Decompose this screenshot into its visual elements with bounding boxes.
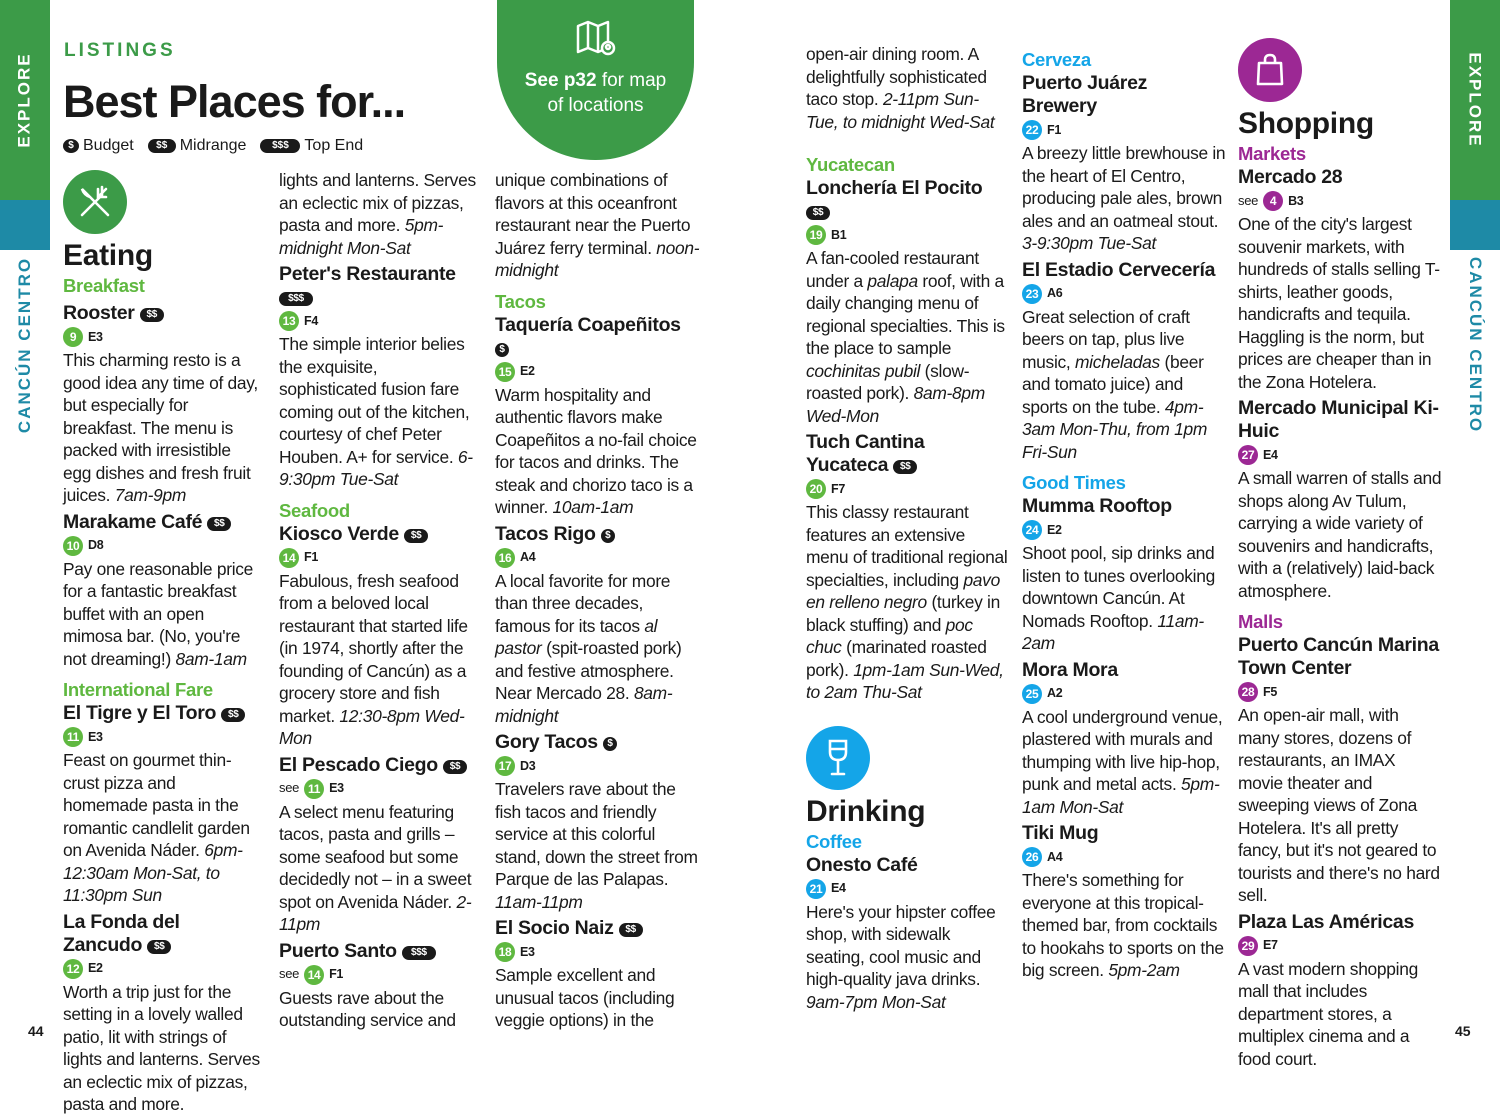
listing-coapenitos-meta: 15 E2	[495, 360, 700, 384]
listing-marakame-meta: 10 D8	[63, 534, 263, 558]
listing-onesto-meta: 21 E4	[806, 877, 1011, 901]
subhead-cerveza: Cerveza	[1022, 49, 1091, 70]
listing-juarez-name[interactable]: Puerto Juárez Brewery	[1022, 72, 1148, 117]
subhead-yucatecan: Yucatecan	[806, 154, 895, 175]
subhead-international: International Fare	[63, 679, 213, 700]
listing-rigo-meta: 16 A4	[495, 546, 700, 570]
listing-kiosco-name[interactable]: Kiosco Verde $$	[279, 523, 479, 546]
subhead-malls: Malls	[1238, 611, 1283, 632]
listing-gory-desc: Travelers rave about the fish tacos and friendly service at this colorful stand, down the street from Parque de las Palapas. 11am-11pm	[495, 779, 698, 912]
listing-socio-desc-continued: open-air dining room. A delightfully sophisticated taco stop. 2-11pm Sun-Tue, to midnight Wed-Sat	[806, 44, 995, 132]
listing-mora-desc: A cool underground venue, plastered with murals and thumping with live hip-hop, punk and metal acts. 5pm-1am Mon-Sat	[1022, 706, 1223, 817]
listing-americas-meta: 29 E7	[1238, 934, 1443, 958]
listing-mora-name[interactable]: Mora Mora	[1022, 658, 1118, 681]
district-label-right: CANCÚN CENTRO	[1466, 256, 1486, 434]
listing-kiosco-desc: Fabulous, fresh seafood from a beloved local restaurant that started life (in 1974, shortly after the founding of Cancún) as a grocery store and fish market. 12:30-8pm Wed-Mon	[279, 570, 468, 748]
subhead-tacos: Tacos	[495, 290, 546, 312]
section-eyebrow: LISTINGS	[64, 40, 176, 61]
map-pin-icon	[574, 18, 618, 62]
listing-tigre-name[interactable]: El Tigre y El Toro $$	[63, 702, 263, 725]
listing-americas-name[interactable]: Plaza Las Américas	[1238, 910, 1414, 933]
listing-santo-desc-continued: unique combinations of flavors at this oceanfront restaurant near the Puerto Juárez ferry terminal. noon-midnight	[495, 170, 700, 280]
listing-fonda-desc-continued: lights and lanterns. Serves an eclectic mix of pizzas, pasta and more. 5pm-midnight Mon-Sat	[279, 170, 476, 258]
listing-rigo-desc: A local favorite for more than three decades, famous for its tacos al pastor (spit-roasted pork) and festive atmosphere. Near Mercado 28. 8am-midnight	[495, 570, 682, 726]
listing-santo-meta: see 14 F1	[279, 963, 479, 987]
page-title: Best Places for...	[63, 76, 406, 127]
drinking-title: Drinking	[806, 794, 926, 828]
listing-pescado-desc: A select menu featuring tacos, pasta and grills – some seafood but some decidedly not – in a sweet spot on Avenida Náder. 2-11pm	[279, 801, 472, 934]
listing-peters-desc: The simple interior belies the exquisite, sophisticated fusion fare coming out of the kitchen, courtesy of chef Peter Houben. A+ for service. 6-9:30pm Tue-Sat	[279, 334, 473, 489]
district-label-left: CANCÚN CENTRO	[15, 256, 35, 434]
listing-gory-name[interactable]: Gory Tacos $	[495, 731, 700, 754]
listing-tuch-name[interactable]: Tuch Cantina Yucateca $$	[806, 431, 925, 476]
district-tab-right-marker	[1450, 200, 1500, 250]
listing-tigre-meta: 11 E3	[63, 725, 263, 749]
listing-marina-meta: 28 F5	[1238, 680, 1443, 704]
listing-juarez-desc: A breezy little brewhouse in the heart of El Centro, producing pale ales, brown ales and an oatmeal stout. 3-9:30pm Tue-Sat	[1022, 143, 1226, 253]
listing-mercado28-desc: One of the city's largest souvenir markets, with hundreds of stalls selling T-shirts, leather goods, handicrafts and tequila. Haggling is the norm, but prices are cheaper than in the Zona Hotelera.	[1238, 214, 1440, 392]
listing-marakame-desc: Pay one reasonable price for a fantastic breakfast buffet with an open mimosa bar. (No, you're not dreaming!) 8am-1am	[63, 558, 254, 669]
column-2	[279, 169, 479, 1032]
listing-juarez-meta: 22 F1	[1022, 118, 1227, 142]
column-4	[806, 43, 1011, 1013]
listing-estadio-meta: 23 A6	[1022, 282, 1227, 306]
explore-label-right: EXPLORE	[1466, 52, 1485, 148]
legend-budget: $ Budget	[63, 137, 134, 155]
district-tab-left-marker	[0, 200, 50, 250]
subhead-coffee: Coffee	[806, 830, 862, 852]
listing-fonda-desc-part1: Worth a trip just for the setting in a lovely walled patio, lit with strings of lights and lanterns. Serves an eclectic mix of pizzas, pasta and more.	[63, 981, 260, 1114]
listing-municipal-name[interactable]: Mercado Municipal Ki-Huic	[1238, 397, 1439, 442]
listing-socio-desc-part1: Sample excellent and unusual tacos (including veggie options) in the	[495, 965, 675, 1030]
column-6	[1238, 38, 1443, 1070]
listing-marakame-name[interactable]: Marakame Café $$	[63, 511, 263, 534]
shopping-bag-icon	[1238, 38, 1302, 102]
listing-peters-meta: 13 F4	[279, 309, 479, 333]
price-legend	[63, 137, 363, 155]
listing-mercado28-meta: see 4 B3	[1238, 189, 1443, 213]
subhead-goodtimes: Good Times	[1022, 472, 1126, 493]
column-1	[63, 170, 263, 1114]
legend-topend: $$$ Top End	[260, 137, 363, 155]
listing-americas-desc: A vast modern shopping mall that includes department stores, a multiplex cinema and a food court.	[1238, 958, 1418, 1069]
map-note: See p32 for map of locations	[524, 70, 667, 116]
listing-socio-meta: 18 E3	[495, 940, 700, 964]
map-reference-bubble[interactable]	[497, 0, 694, 160]
listing-pocito-name[interactable]: Lonchería El Pocito $$	[806, 177, 983, 218]
listing-coapenitos-desc: Warm hospitality and authentic flavors make Coapeñitos a no-fail choice for tacos and drinks. The steak and chorizo taco is a winner. 10am-1am	[495, 384, 697, 517]
listing-santo-desc-part1: Guests rave about the outstanding service and	[279, 987, 456, 1030]
listing-coapenitos-name[interactable]: Taquería Coapeñitos $	[495, 313, 681, 355]
listing-tigre-desc: Feast on gourmet thin-crust pizza and homemade pasta in the romantic candlelit garden on Avenida Náder. 6pm-12:30am Mon-Sat, to 11:30pm Sun	[63, 750, 250, 905]
listing-peters-name[interactable]: Peter's Restaurante $$$	[279, 263, 456, 304]
listing-fonda-meta: 12 E2	[63, 957, 263, 981]
shopping-title: Shopping	[1238, 107, 1374, 140]
listing-tiki-desc: There's something for everyone at this tropical-themed bar, from cocktails to hookahs to sports on the big screen. 5pm-2am	[1022, 870, 1224, 980]
page-number-left: 44	[28, 1023, 44, 1039]
listing-rooster-meta: 9 E3	[63, 325, 263, 349]
listing-marina-desc: An open-air mall, with many stores, dozens of restaurants, an IMAX movie theater and sweeping views of Zona Hotelera. It's all pretty fancy, but it's not geared to tourists and there's no hard sell.	[1238, 705, 1440, 905]
listing-pescado-name[interactable]: El Pescado Ciego $$	[279, 754, 479, 777]
legend-midrange: $$ Midrange	[148, 137, 247, 155]
listing-rooster-desc: This charming resto is a good idea any time of day, but especially for breakfast. The menu is packed with irresistible egg dishes and fresh fruit juices. 7am-9pm	[63, 350, 258, 505]
listing-mumma-desc: Shoot pool, sip drinks and listen to tunes overlooking downtown Cancún. At Nomads Rooftop. 11am-2am	[1022, 543, 1215, 653]
listing-tuch-meta: 20 F7	[806, 477, 1011, 501]
listing-tiki-name[interactable]: Tiki Mug	[1022, 822, 1099, 844]
listing-mumma-name[interactable]: Mumma Rooftop	[1022, 495, 1172, 517]
explore-label-left: EXPLORE	[15, 52, 34, 148]
listing-pocito-desc: A fan-cooled restaurant under a palapa roof, with a daily changing menu of regional specialties. This is the place to sample cochinitas pubil (slow-roasted pork). 8am-8pm Wed-Mon	[806, 248, 1005, 426]
listing-kiosco-meta: 14 F1	[279, 546, 479, 570]
listing-onesto-name[interactable]: Onesto Café	[806, 853, 918, 876]
subhead-breakfast: Breakfast	[63, 275, 145, 296]
listing-marina-name[interactable]: Puerto Cancún Marina Town Center	[1238, 634, 1439, 679]
page-number-right: 45	[1455, 1023, 1471, 1039]
listing-mumma-meta: 24 E2	[1022, 518, 1227, 542]
listing-gory-meta: 17 D3	[495, 754, 700, 778]
listing-mercado28-name[interactable]: Mercado 28	[1238, 166, 1343, 188]
listing-pocito-meta: 19 B1	[806, 223, 1011, 247]
listing-estadio-name[interactable]: El Estadio Cervecería	[1022, 258, 1216, 281]
listing-santo-name[interactable]: Puerto Santo $$$	[279, 940, 479, 963]
subhead-markets: Markets	[1238, 143, 1306, 164]
listing-socio-name[interactable]: El Socio Naiz $$	[495, 917, 700, 940]
listing-fonda-name[interactable]: La Fonda del Zancudo $$	[63, 910, 180, 956]
fork-knife-icon	[63, 170, 127, 234]
listing-municipal-desc: A small warren of stalls and shops along Av Tulum, carrying a wide variety of souvenirs and handicrafts, with a (relatively) laid-back atmosphere.	[1238, 468, 1442, 601]
eating-title: Eating	[63, 239, 153, 272]
listing-onesto-desc: Here's your hipster coffee shop, with sidewalk seating, cool music and high-quality java drinks. 9am-7pm Mon-Sat	[806, 901, 996, 1012]
listing-tiki-meta: 26 A4	[1022, 845, 1227, 869]
column-5	[1022, 48, 1227, 982]
listing-rooster-name[interactable]: Rooster $$	[63, 302, 263, 325]
subhead-seafood: Seafood	[279, 499, 350, 521]
listing-mora-meta: 25 A2	[1022, 682, 1227, 706]
wine-glass-icon	[806, 726, 870, 790]
listing-tuch-desc: This classy restaurant features an extensive menu of traditional regional specialties, including pavo en relleno negro (turkey in black stuffing) and poc chuc (marinated roasted pork). 1pm-1am Sun-Wed, to 2am Thu-Sat	[806, 502, 1008, 702]
column-3	[495, 169, 700, 1032]
listing-pescado-meta: see 11 E3	[279, 777, 479, 801]
listing-municipal-meta: 27 E4	[1238, 443, 1443, 467]
listing-rigo-name[interactable]: Tacos Rigo $	[495, 523, 700, 546]
listing-estadio-desc: Great selection of craft beers on tap, plus live music, micheladas (beer and tomato juice) and sports on the tube. 4pm-3am Mon-Thu, from 1pm Fri-Sun	[1022, 306, 1208, 462]
